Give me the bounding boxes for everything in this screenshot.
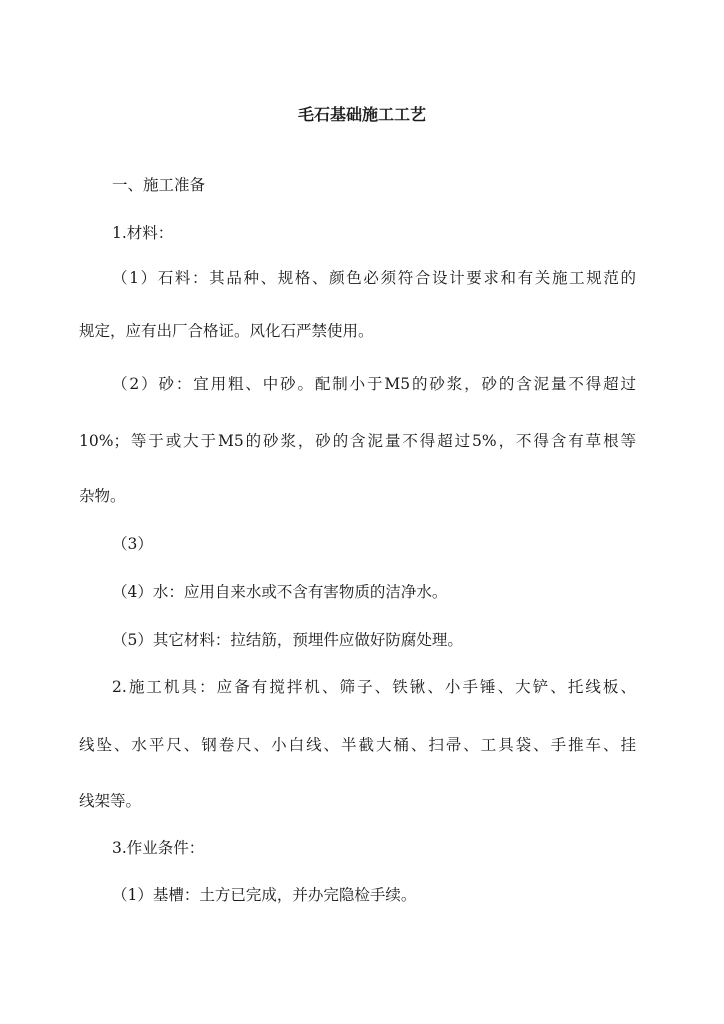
paragraph-line: （5）其它材料：拉结筋，预埋件应做好防腐处理。 xyxy=(112,631,463,649)
paragraph-line: （2）砂：宜用粗、中砂。配制小于M5的砂浆，砂的含泥量不得超过 xyxy=(112,375,636,393)
paragraph-line: （4）水：应用自来水或不含有害物质的洁净水。 xyxy=(112,583,448,601)
paragraph-line: （1）石料：其品种、规格、颜色必须符合设计要求和有关施工规范的 xyxy=(112,269,636,287)
paragraph-line: 线坠、水平尺、钢卷尺、小白线、半截大桶、扫帚、工具袋、手推车、挂 xyxy=(79,736,636,754)
paragraph-line: 规定，应有出厂合格证。风化石严禁使用。 xyxy=(79,322,374,340)
subsection-work-conditions: 3.作业条件： xyxy=(112,839,205,857)
paragraph-line: 线架等。 xyxy=(79,792,142,810)
subsection-materials: 1.材料： xyxy=(112,224,174,242)
subsection-tools: 2.施工机具：应备有搅拌机、筛子、铁锹、小手锤、大铲、托线板、 xyxy=(112,678,636,696)
page-title: 毛石基础施工工艺 xyxy=(297,105,426,124)
section-heading-preparation: 一、施工准备 xyxy=(112,176,206,194)
paragraph-line: （3） xyxy=(112,535,153,553)
paragraph-line: 10%；等于或大于M5的砂浆，砂的含泥量不得超过5%，不得含有草根等 xyxy=(79,432,636,450)
paragraph-line: （1）基槽：土方已完成，并办完隐检手续。 xyxy=(112,886,417,904)
paragraph-line: 杂物。 xyxy=(79,487,126,505)
